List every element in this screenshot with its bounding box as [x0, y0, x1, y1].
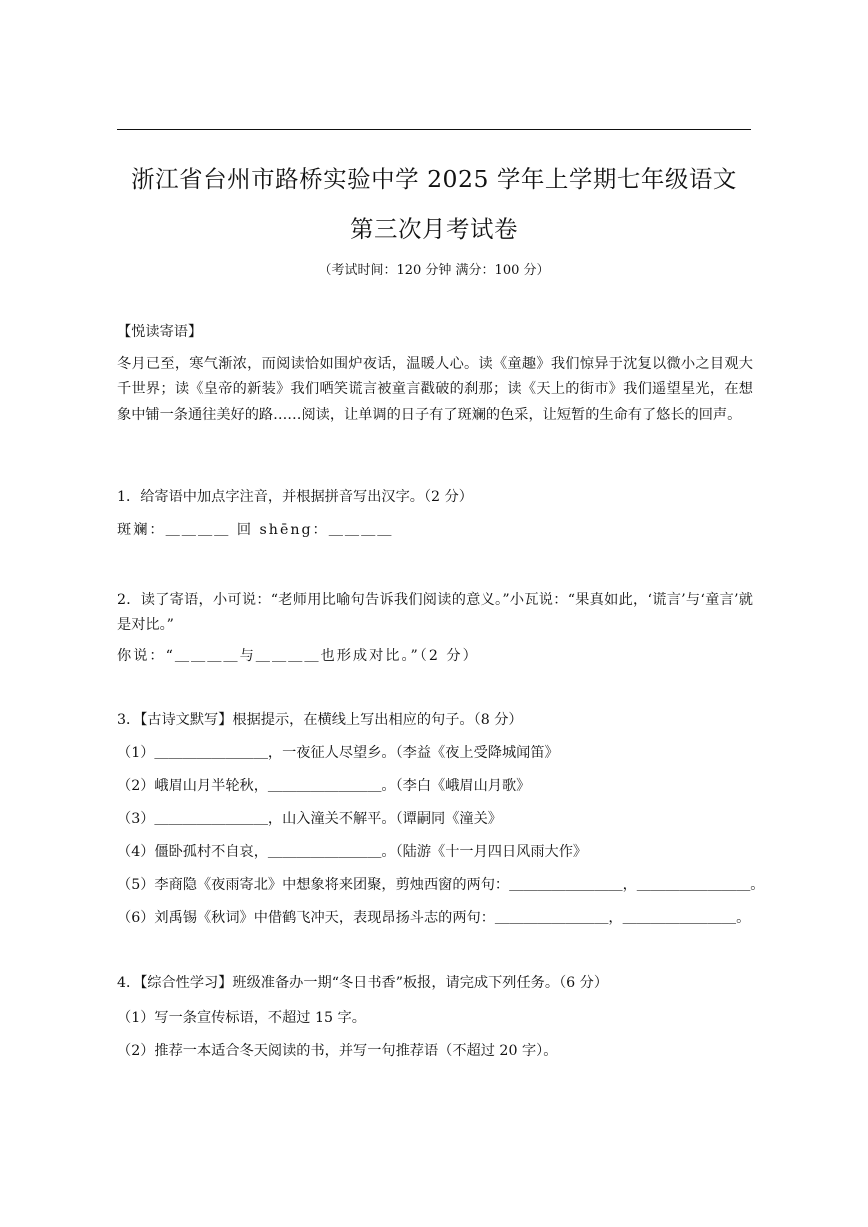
question-4-item: （2）推荐一本适合冬天阅读的书，并写一句推荐语（不超过 20 字）。: [117, 1043, 558, 1059]
question-2-answer-line: 你说：“＿＿＿＿与＿＿＿＿也形成对比。”（2 分）: [117, 648, 479, 664]
header-rule: [117, 129, 751, 130]
question-4-item: （1）写一条宣传标语，不超过 15 字。: [117, 1010, 366, 1026]
question-2-prompt: 2．读了寄语，小可说：“老师用比喻句告诉我们阅读的意义。”小瓦说：“果真如此，‘谎言’与‘童言’就是对比。”: [117, 592, 753, 634]
question-3-item: （5）李商隐《夜雨寄北》中想象将来团聚，剪烛西窗的两句：＿＿＿＿＿＿＿＿，＿＿＿＿＿＿＿＿。: [117, 877, 765, 893]
exam-info: （考试时间：120 分钟 满分：100 分）: [318, 263, 550, 278]
intro-heading: 【悦读寄语】: [117, 324, 203, 340]
question-3-item: （1）＿＿＿＿＿＿＿＿，一夜征人尽望乡。（李益《夜上受降城闻笛》: [117, 745, 559, 761]
question-3-item: （4）僵卧孤村不自哀，＿＿＿＿＿＿＿＿。（陆游《十一月四日风雨大作》: [117, 844, 588, 860]
question-3-item: （6）刘禹锡《秋词》中借鹤飞冲天，表现昂扬斗志的两句：＿＿＿＿＿＿＿＿，＿＿＿＿＿＿＿＿。: [117, 910, 751, 926]
exam-title-line1: 浙江省台州市路桥实验中学 2025 学年上学期七年级语文: [131, 165, 737, 193]
question-4-prompt: 4．【综合性学习】班级准备办一期“冬日书香”板报，请完成下列任务。（6 分）: [117, 975, 609, 991]
exam-title-line2: 第三次月考试卷: [350, 215, 518, 243]
question-3-prompt: 3．【古诗文默写】根据提示，在横线上写出相应的句子。（8 分）: [117, 712, 523, 728]
question-1-prompt: 1．给寄语中加点字注音，并根据拼音写出汉字。（2 分）: [117, 489, 473, 505]
intro-text: 冬月已至，寒气渐浓，而阅读恰如围炉夜话，温暖人心。读《童趣》我们惊异于沈复以微小之目观大千世界；读《皇帝的新装》我们哂笑谎言被童言戳破的刹那；读《天上的街市》我们遥望星光，在想象中铺一条通往美好的路……阅读，让单调的日子有了斑斓的色采，让短暂的生命有了悠长的回声。: [117, 356, 753, 423]
question-3-item: （3）＿＿＿＿＿＿＿＿，山入潼关不解平。（谭嗣同《潼关》: [117, 811, 502, 827]
question-1-answer-line: 斑斓：＿＿＿＿ 回 shēng：＿＿＿＿: [117, 522, 394, 538]
question-3-item: （2）峨眉山月半轮秋，＿＿＿＿＿＿＿＿。（李白《峨眉山月歌》: [117, 778, 531, 794]
